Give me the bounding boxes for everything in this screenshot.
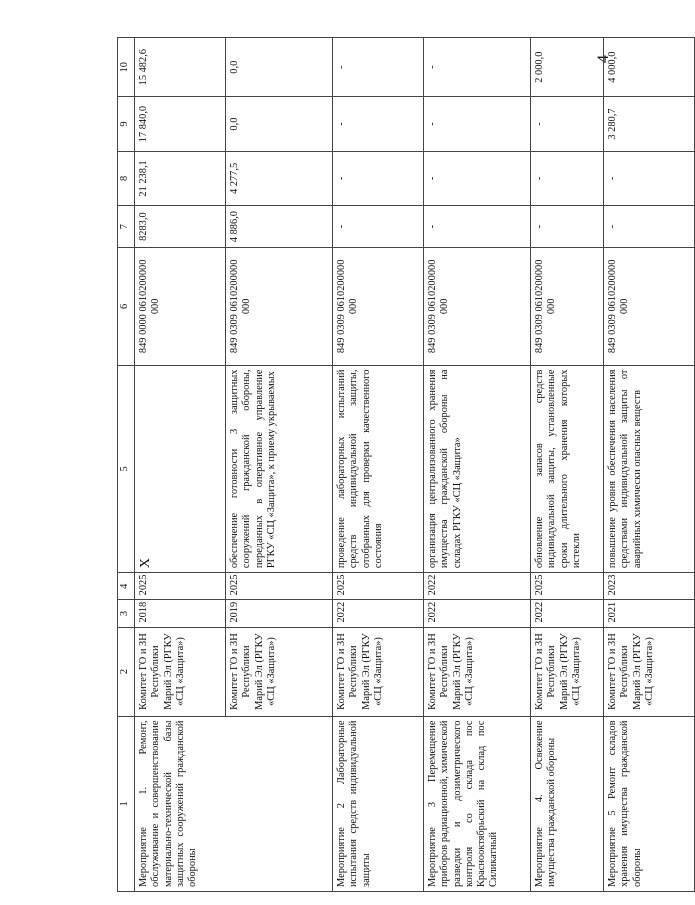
value-col7: -	[531, 206, 604, 248]
col-number: 2	[118, 627, 135, 716]
end-year: 2025	[226, 573, 333, 600]
value-col10: -	[333, 38, 424, 97]
start-year: 2018	[135, 600, 226, 627]
activity-name: Мероприятие 4. Освежение имущества гражданской обороны	[531, 716, 604, 891]
budget-code: 849 0309 0610200000 000	[424, 248, 531, 365]
activity-name: Мероприятие 2 Лабораторные испытания средств индивидуальной защиты	[333, 716, 424, 891]
value-col8: 4 277,5	[226, 151, 333, 205]
col-number: 1	[118, 716, 135, 891]
value-col10: 15 482,6	[135, 38, 226, 97]
value-col7: 8283,0	[135, 206, 226, 248]
value-col9: 3 280,7	[604, 97, 695, 151]
end-year: 2025	[333, 573, 424, 600]
executor: Комитет ГО и ЗН Республики Марий Эл (РГКУ «СЦ «Защита»)	[226, 627, 333, 716]
executor: Комитет ГО и ЗН Республики Марий Эл (РГКУ «СЦ «Защита»)	[135, 627, 226, 716]
value-col8: -	[333, 151, 424, 205]
expected-result: повышение уровня обеспечения населения средствами индивидуальной защиты от аварийных химически опасных веществ	[604, 365, 695, 573]
col-number: 10	[118, 38, 135, 97]
value-col9: 17 840,0	[135, 97, 226, 151]
value-col8: -	[604, 151, 695, 205]
budget-code: 849 0309 0610200000 000	[604, 248, 695, 365]
value-col10: 0,0	[226, 38, 333, 97]
expected-result: X	[135, 365, 226, 573]
expected-result: организация централизованного хранения имущества гражданской обороны на складах РГКУ «СЦ «Защита»	[424, 365, 531, 573]
col-number: 5	[118, 365, 135, 573]
table-row	[604, 38, 695, 892]
activity-name: Мероприятие 3 Перемещение приборов радиационной, химической разведки и дозиметрического контроля со склада пос Краснооктябрьский на склад пос Силикатный	[424, 716, 531, 891]
executor: Комитет ГО и ЗН Республики Марий Эл (РГКУ «СЦ «Защита»)	[333, 627, 424, 716]
activity-name: Мероприятие 5 Ремонт складов хранения имущества гражданской обороны	[604, 716, 695, 891]
value-col8: -	[531, 151, 604, 205]
table-row	[135, 38, 226, 892]
end-year: 2025	[531, 573, 604, 600]
value-col10: 2 000,0	[531, 38, 604, 97]
value-col8: -	[424, 151, 531, 205]
value-col7: 4 886,0	[226, 206, 333, 248]
expected-result: обновление запасов средств индивидуальной защиты, установленные сроки длительного хранения которых истекли	[531, 365, 604, 573]
col-number: 7	[118, 206, 135, 248]
value-col7: -	[604, 206, 695, 248]
value-col8: 21 238,1	[135, 151, 226, 205]
value-col9: -	[531, 97, 604, 151]
executor: Комитет ГО и ЗН Республики Марий Эл (РГКУ «СЦ «Защита»)	[424, 627, 531, 716]
budget-code: 849 0309 0610200000 000	[531, 248, 604, 365]
start-year: 2021	[604, 600, 695, 627]
expected-result: проведение лабораторных испытаний средств индивидуальной защиты, отобранных для проверки качественного состояния	[333, 365, 424, 573]
budget-code: 849 0309 0610200000 000	[226, 248, 333, 365]
rotated-table-container	[117, 37, 655, 892]
end-year: 2025	[135, 573, 226, 600]
start-year: 2022	[531, 600, 604, 627]
value-col10: -	[424, 38, 531, 97]
value-col7: -	[424, 206, 531, 248]
start-year: 2022	[424, 600, 531, 627]
value-col9: -	[333, 97, 424, 151]
budget-code: 849 0000 0610200000 000	[135, 248, 226, 365]
table-row	[424, 38, 531, 892]
start-year: 2022	[333, 600, 424, 627]
activity-name: Мероприятие 1. Ремонт, обслуживание и совершенствование материально-технической базы защитных сооружений гражданской обороны	[135, 716, 333, 891]
end-year: 2022	[424, 573, 531, 600]
page-number: 4	[595, 55, 612, 63]
budget-code: 849 0309 0610200000 000	[333, 248, 424, 365]
value-col7: -	[333, 206, 424, 248]
end-year: 2023	[604, 573, 695, 600]
table-row	[333, 38, 424, 892]
col-number: 4	[118, 573, 135, 600]
executor: Комитет ГО и ЗН Республики Марий Эл (РГКУ «СЦ «Защита»)	[531, 627, 604, 716]
expected-result: обеспечение готовности 3 защитных сооружений гражданской обороны, переданных в оперативное управление РГКУ «СЦ «Защита», к приему укрываемых	[226, 365, 333, 573]
value-col10: 4 000,0	[604, 38, 695, 97]
value-col9: 0,0	[226, 97, 333, 151]
col-number: 9	[118, 97, 135, 151]
col-number: 8	[118, 151, 135, 205]
value-col9: -	[424, 97, 531, 151]
executor: Комитет ГО и ЗН Республики Марий Эл (РГКУ «СЦ «Защита»)	[604, 627, 695, 716]
column-numbers-row	[118, 38, 135, 892]
col-number: 6	[118, 248, 135, 365]
col-number: 3	[118, 600, 135, 627]
table-row	[531, 38, 604, 892]
start-year: 2019	[226, 600, 333, 627]
program-activities-table	[117, 37, 695, 892]
